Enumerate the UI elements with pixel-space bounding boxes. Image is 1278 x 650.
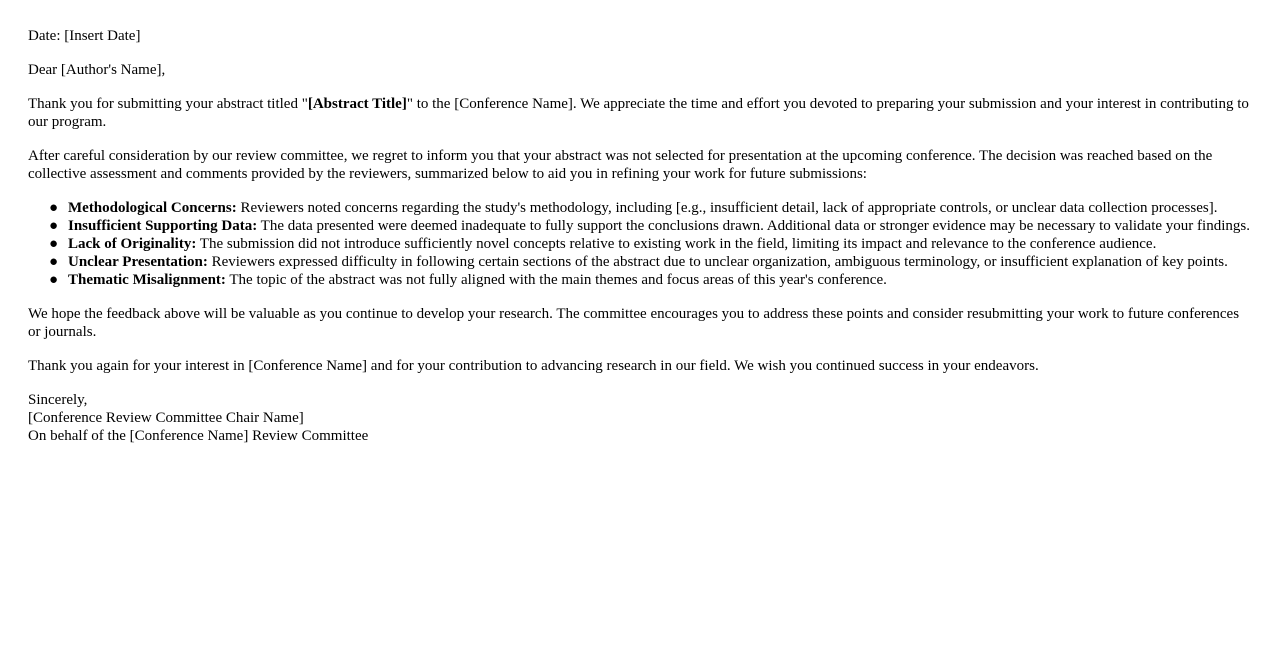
feedback-text: Reviewers noted concerns regarding the study's methodology, including [e.g., insufficient detail, lack of appropriate controls, or unclear data collection processes]. <box>236 200 1218 216</box>
decision-paragraph: After careful consideration by our review committee, we regret to inform you that your abstract was not selected for presentation at the upcoming conference. The decision was reached based on the collective assessment and comments provided by the reviewers, summarized below to aid you in refining your work for future submissions: <box>28 148 1213 182</box>
feedback-item-data <box>49 217 1250 235</box>
feedback-text: The data presented were deemed inadequate to fully support the conclusions drawn. Additional data or stronger evidence may be necessary to validate your findings. <box>257 218 1250 234</box>
feedback-item-presentation <box>49 253 1250 271</box>
intro-paragraph <box>28 95 1250 131</box>
feedback-item-originality <box>49 235 1250 253</box>
signer-behalf: On behalf of the [Conference Name] Review Committee <box>28 428 369 444</box>
intro-text-before: Thank you for submitting your abstract titled " <box>28 96 308 112</box>
bullet-icon: ● <box>49 200 59 216</box>
thanks-paragraph: Thank you again for your interest in [Conference Name] and for your contribution to advancing research in our field. We wish you continued success in your endeavors. <box>28 358 1039 374</box>
feedback-text: Reviewers expressed difficulty in following certain sections of the abstract due to unclear organization, ambiguous terminology, or insufficient explanation of key points. <box>207 254 1228 270</box>
feedback-title: Insufficient Supporting Data: <box>68 218 258 234</box>
signer-name: [Conference Review Committee Chair Name] <box>28 410 304 426</box>
feedback-item-methodology <box>49 199 1250 217</box>
bullet-icon: ● <box>49 236 59 252</box>
sign-off: Sincerely, <box>28 392 88 408</box>
bullet-icon: ● <box>49 254 59 270</box>
bullet-icon: ● <box>49 272 59 288</box>
feedback-text: The submission did not introduce sufficiently novel concepts relative to existing work in the field, limiting its impact and relevance to the conference audience. <box>196 236 1157 252</box>
feedback-list <box>28 199 1250 289</box>
salutation: Dear [Author's Name], <box>28 62 166 78</box>
feedback-title: Methodological Concerns: <box>68 200 237 216</box>
feedback-title: Thematic Misalignment: <box>68 272 226 288</box>
date-line: Date: [Insert Date] <box>28 28 141 44</box>
intro-text-after: " to the [Conference Name]. We appreciate the time and effort you devoted to preparing your submission and your interest in contributing to our program. <box>28 96 1249 130</box>
feedback-title: Lack of Originality: <box>68 236 197 252</box>
feedback-text: The topic of the abstract was not fully aligned with the main themes and focus areas of this year's conference. <box>225 272 887 288</box>
abstract-title: [Abstract Title] <box>307 96 407 112</box>
feedback-title: Unclear Presentation: <box>68 254 208 270</box>
bullet-icon: ● <box>49 218 59 234</box>
feedback-item-thematic <box>49 271 1250 289</box>
signature-block <box>28 391 1250 445</box>
encouragement-paragraph: We hope the feedback above will be valuable as you continue to develop your research. The committee encourages you to address these points and consider resubmitting your work to future conferences or journals. <box>28 306 1240 340</box>
